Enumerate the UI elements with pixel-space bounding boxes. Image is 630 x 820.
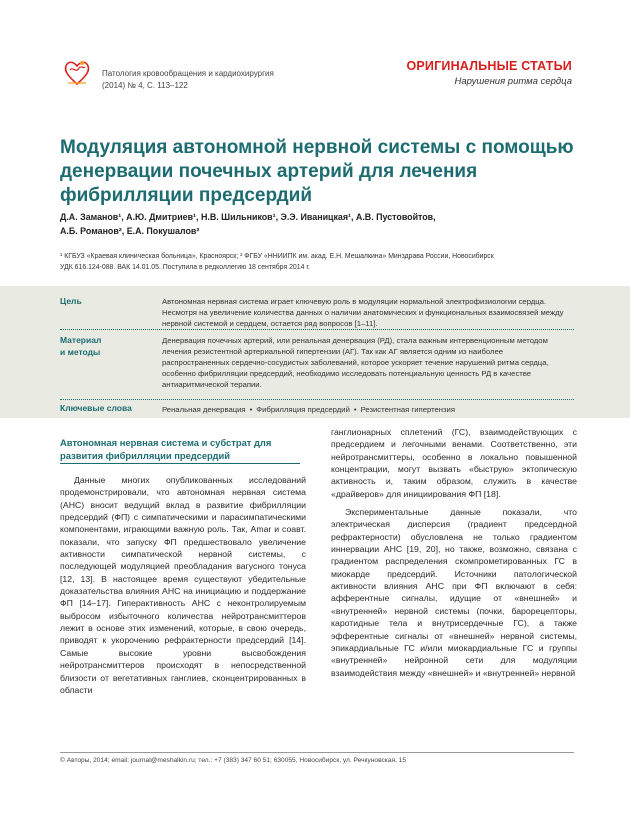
goal-text: Автономная нервная система играет ключевую роль в модуляции нормальной электрофизиологии сердца. Несмотря на увеличение количества данных о наличии анатомических и функциональных взаимосвязей между нервной системой и сердцем, остается ряд вопросов [1–11].: [162, 297, 564, 328]
abstract-box: [0, 286, 630, 418]
section-subtitle: Нарушения ритма сердца: [454, 76, 572, 87]
section-heading: Автономная нервная система и субстрат для развития фибрилляции предсердий: [60, 437, 272, 461]
methods-label: [60, 335, 150, 358]
udk-line: УДК 616.124-088. ВАК 14.01.05. Поступила в редколлегию 18 сентября 2014 г.: [60, 263, 310, 271]
body-paragraph: ганглионарных сплетений (ГС), взаимодействующих с предсердием и легочными венами. Соответственно, эти нейротрансмиттеры, особенно в локально повышенной концентрации, могут вызвать «быструю» эктопическую активность и, таким образом, служить в качестве «драйверов» для инициирования ФП [18].: [331, 427, 577, 499]
heading-rule: [60, 463, 300, 464]
body-paragraph: Данные многих опубликованных исследований продемонстрировали, что автономная нервная система (АНС) вносит ведущий вклад в развитие фибрилляции предсердий (ФП) с симпатическими и парасимпатическими компонентами, играющими важную роль. Так, Amar и соавт. показали, что запуску ФП предшествовало увеличение активности симпатической нервной системы, с последующей модуляцией преобладания вагусного тонуса [12, 13]. В настоящее время существуют убедительные доказательства влияния АНС на инициацию и поддержание ФП [14–17]. Гиперактивность АНС с неконтролируемым выбросом избыточного количества нейротрансмиттеров лежит в основе этих изменений, которые, в свою очередь, приводят к укорочению рефрактерности предсердий [14]. Самые высокие уровни высвобождения нейротрансмиттеров происходят в непосредственной близости от вегетативных ганглиев, сконцентрированных в области: [60, 475, 306, 695]
journal-name: Патология кровообращения и кардиохирургия: [102, 69, 274, 78]
authors-line-2: А.Б. Романов², Е.А. Покушалов²: [60, 225, 200, 236]
abstract-divider: [60, 399, 574, 400]
keyword-bullet: •: [353, 405, 357, 414]
keyword-bullet: •: [249, 405, 253, 414]
journal-issue: (2014) № 4, С. 113–122: [102, 81, 188, 90]
methods-label-line-2: и методы: [60, 346, 101, 357]
goal-label: Цель: [60, 296, 82, 306]
keywords-list: [162, 404, 572, 415]
methods-text: Денервация почечных артерий, или ренальная денервация (РД), стала важным интервенционным методом лечения резистентной артериальной гипертензии (АГ). Так как АГ является одним из наиболее распространенных сердечно-сосудистых заболеваний, которое ускоряет течение нарушений ритма сердца, особенно фибрилляции предсердий, необходимо исследовать потенциальную ценность РД в качестве антиаритмической терапии.: [162, 336, 549, 389]
methods-label-line-1: Материал: [60, 335, 102, 345]
keyword: Ренальная денервация: [162, 405, 246, 414]
article-title: Модуляция автономной нервной системы с помощью денервации почечных артерий для лечения фибрилляции предсердий: [60, 137, 574, 206]
section-label: [406, 59, 572, 87]
authors-line-1: Д.А. Заманов¹, А.Ю. Дмитриев¹, Н.В. Шильников¹, Э.Э. Иваницкая¹, А.В. Пустовойтов,: [60, 212, 436, 222]
author-list: [60, 211, 580, 238]
journal-logo-icon: [62, 56, 92, 88]
journal-header: [62, 52, 572, 96]
footer-rule: [60, 752, 574, 753]
affiliations: ¹ КГБУЗ «Краевая клиническая больница», Красноярск; ² ФГБУ «ННИИПК им. акад. Е.Н. Мешалкина» Минздрава России, Новосибирск: [60, 253, 494, 260]
section-title: ОРИГИНАЛЬНЫЕ СТАТЬИ: [406, 59, 572, 73]
footer-text: © Авторы, 2014; email: journal@meshalkin.ru; тел.: +7 (383) 347 60 51; 630055, Новосибирск, ул. Речкуновская, 15: [60, 757, 407, 764]
keywords-label: Ключевые слова: [60, 403, 132, 413]
keyword: Фибрилляция предсердий: [256, 405, 350, 414]
abstract-divider: [60, 329, 574, 330]
body-column-left: [60, 474, 306, 696]
body-column-right: [331, 426, 577, 679]
affiliations-block: [60, 252, 590, 273]
journal-citation: [102, 68, 274, 92]
keyword: Резистентная гипертензия: [360, 405, 456, 414]
body-paragraph: Экспериментальные данные показали, что электрическая дисперсия (градиент предсердной рефрактерности) обусловлена не только градиентом иннервации АНС [19, 20], но также, возможно, связана с градиентом распределения скомпрометированных ГС в миокарде предсердий. Источники патологической активности влияния АНС при ФП включают в себя: афферентные сигналы, идущие от «внешней» и «внутренней» нервной системы (почки, барорецепторы, каротидные тела и внутрисердечные ГС), а также эфферентные сигналы от «внешней» нервной системы, эпикардиальные ГС и/или миокардиальные ГС и группы «внутренней» нейронной сети для модуляции взаимодействия между «внешней» и «внутренней» нервной: [331, 507, 577, 678]
